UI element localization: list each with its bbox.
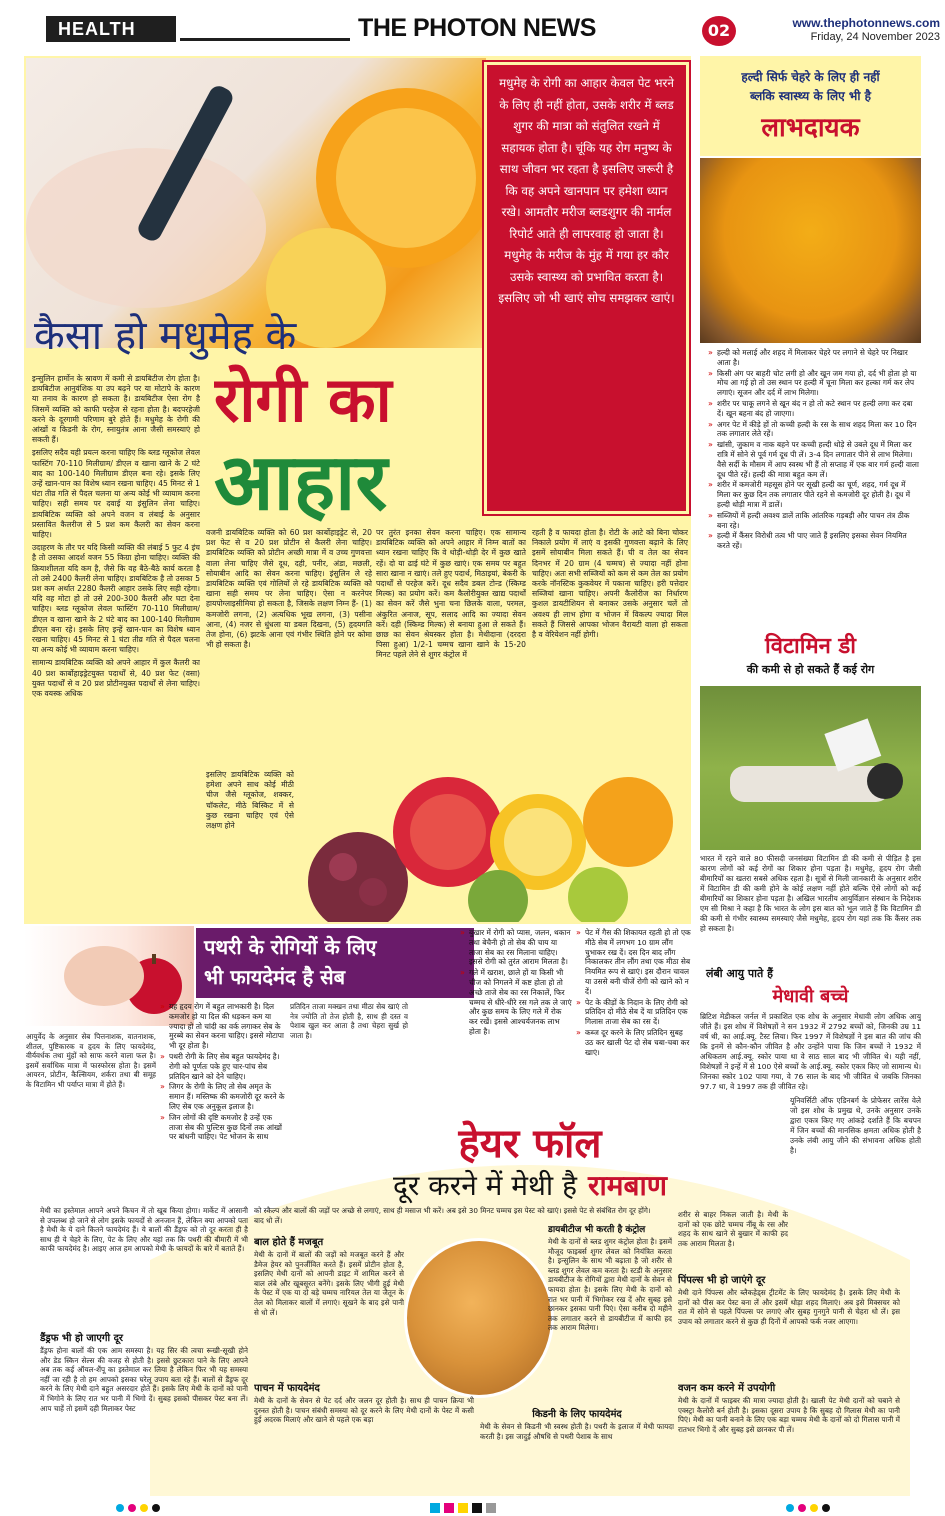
vitamin-d-article	[700, 630, 921, 960]
blood-test-photo	[26, 58, 486, 348]
methi-diabetes-heading: डायबीटीज भी करती है कंट्रोल	[548, 1225, 646, 1235]
methi-kidney	[480, 1406, 674, 1498]
turmeric-tip: » शरीर पर चाकू लगने से खून बंद न हो तो कटे स्थान पर हल्दी लगा कर दबा दें। खून बहना बंद हो जाएगा।	[708, 399, 920, 419]
apple-title-box	[196, 928, 474, 998]
vitamin-d-title: विटामिन डी	[765, 634, 856, 659]
turmeric-title-3: लाभदायक	[761, 113, 860, 143]
methi-dandruff	[40, 1330, 248, 1498]
methi-strong	[254, 1234, 404, 1356]
turmeric-tip: » हल्दी में कैंसर विरोधी तत्व भी पाए जाते हैं इसलिए इसका सेवन नियमित करते रहें।	[708, 531, 920, 551]
sunbathing-photo	[700, 686, 921, 850]
diabetes-para-1: इन्सुलिन हार्मोन के स्रावण में कमी से डायबिटीज रोग होता है। डायबिटीज आनुवंशिक या उप बढ़ने पर या मोटापे के कारण या तनाव के कारण हो सकता है। डायबिटीज ऐसा रोग है जिसमें व्यक्ति को काफी परहेज से रहना होता है। बदपरहेजी करने के दूरगामी परिणाम बुरे होते हैं। मधुमेह के रोगी की आंखों व किडनी के रोग, स्नायुतंत्र आना जैसी समस्याएं हो सकती हैं।	[32, 374, 200, 445]
fruit-illustration	[298, 772, 690, 922]
diabetes-headline-line3: आहार	[214, 438, 388, 526]
diabetes-para-3: उदाहरण के तौर पर यदि किसी व्यक्ति की लंबाई 5 फुट 4 इंच है तो उसका आदर्श वजन 55 किग्रा होना चाहिए। व्यक्ति की क्रियाशीलता यदि कम है, जैसे कि वह बैठे-बैठे कार्य करता है तो उसे 2400 कैलरी लेना चाहिए। डायबिटिक है तो उसका 5 प्रश कम अर्थात 2280 कैलरी आहार उसके लिए सही रहेगा। यदि वह मोटा हो तो उसे 200-300 कैलरी और घटा देना चाहिए। ब्लड ग्लूकोज लेवल फास्टिंग 70-110 मिलीग्राम/ डीएल व खाना खाने के 2 घंटे बाद का 100-140 मिलीग्राम डीएल बना रहे। इसके लिए इन्हें खान-पान का विशेष ध्यान रखना चाहिए। 45 मिनट से 1 घंटा तीव्र गति से पैदल चलना या अन्य कोई भी व्यायाम करना चाहिए।	[32, 543, 200, 655]
registration-marks	[0, 1500, 945, 1516]
turmeric-tip: » खांसी, जुकाम व नाक बहने पर कच्ची हल्दी थोड़े से उबले दूध में मिला कर रात्रि में सोने से पूर्व गर्म दूध पी लें। 3-4 दिन लगातार पीने से लाभ मिलेगा। वैसे सर्दी के मौसम में आप स्वस्थ भी हैं तो सप्ताह में एक बार गर्म हल्दी वाला दूध पीते रहें। हल्दी की मात्रा बहुत कम लें।	[708, 440, 920, 479]
turmeric-tip: » अगर पेट में कीड़े हों तो कच्ची हल्दी के रस के साथ शहद मिला कर 10 दिन तक लगातार लेते रहें।	[708, 420, 920, 440]
dandruff-body: डैंड्रफ होना बालों की एक आम समस्या है। यह सिर की त्वचा रूखी-सूखी होने और डेड स्किन सेल्स की वजह से होती है। इससे छुटकारा पाने के लिए आपने अब तक कई ऑयल-शैंपू का इस्तेमाल कर लिया है लेकिन फिर भी यह समस्या नहीं जा रही है तो हम आपको इसका घरेलू उपाय बता रहे हैं। बालों से डैंड्रफ दूर करने के लिए मेथी दाने बहुत असरदार होते हैं। इसके लिए मेथी के दानों को पानी में भिगोने के लिए रात भर पानी में भिगो दें। सुबह इसको पीसकर पेस्ट बना लें। आप चाहें तो इसमें दही मिलाकर पेस्ट	[40, 1346, 248, 1413]
diabetes-col-1	[32, 374, 200, 922]
turmeric-tip: » किसी अंग पर बाहरी चोट लगी हो और खून जम गया हो, दर्द भी होता हो या मोच आ गई हो तो उस स्थान पर हल्दी में चूना मिला कर हल्का गर्म कर लेप लगाएं। सूजन और दर्द में लाभ मिलेगा।	[708, 369, 920, 398]
longevity-body: ब्रिटिश मेडीकल जर्नल में प्रकाशित एक शोध के अनुसार मेधावी लोग अधिक आयु जीते हैं। इस शोध में विशेषज्ञों ने सन 1932 में 2792 बच्चों को, जिनकी उम्र 11 वर्ष थी, का आई.क्यू. टैस्ट लिया। फिर 1997 में विशेषज्ञों ने इस बात की जांच की कि इनमें से कौन-कौन जीवित है और उन्होंने पाया कि जिन बच्चों ने 1932 में अधिकतम आई.क्यू. स्कोर पाया था वे साठ साल बाद भी जीवित थे। यही नहीं, विशेषज्ञों ने इन्हें में से 100 ऐसे बच्चों के आई.क्यू. स्कोर एकत्र किए जो सामान्य थे। जिनका स्कोर 102 पाया गया, वे 76 साल के बाद भी जीवित थे जबकि जिनका 97.7 था, वे 1997 तक ही जीवित रहे।	[700, 1012, 921, 1091]
diabetes-para-8: रहती है व फायदा होता है। रोटी के आटे को बिना चोकर निकाले प्रयोग में लाएं व इसकी गुणवत्ता बढ़ाने के लिए इसमें सोयाबीन मिला सकते हैं। घी व तेल का सेवन दिनभर में 20 ग्राम (4 चम्मच) से ज्यादा नहीं होना चाहिए। अतः सभी सब्जियों को कम से कम तेल का प्रयोग करके नॉनस्टिक कुकवेयर में पकाना चाहिए। हरी पत्तेदार सब्जियां खाना चाहिए। अपनी कैलोरीज का निर्धारण कुशल डायटीशियन से बनाकर उसके अनुसार चलें तो अवश्य ही लाभ होगा व भोजन में विकल्प ज्यादा मिल सकते हैं जिससे आपका भोजन वैरायटी वाला हो सकता है व वेरियेशन नहीं होगी।	[532, 528, 688, 640]
page-number-text: 02	[707, 21, 731, 40]
kidney-body: मेथी के सेवन से किडनी भी स्वस्थ होती है। पथरी के इलाज में मेथी फायदा करती है। इस जादुई औषधि से पथरी पेशाब के साथ	[480, 1422, 674, 1441]
hairfall-title-2: दूर करने में मेथी है	[393, 1169, 577, 1202]
turmeric-tips	[708, 348, 920, 624]
methi-pimple	[678, 1272, 900, 1376]
methi-top-right: चम्मच इस पेस्ट को खाएं। इससे पेट से संबंधित रोग दूर होंगे।	[496, 1206, 651, 1215]
turmeric-tip: » हल्दी को मलाई और शहद में मिलाकर चेहरे पर लगाने से चेहरे पर निखार आता है।	[708, 348, 920, 368]
header-bar	[0, 0, 945, 48]
diabetes-para-7: पर तुरंत इनका सेवन करना चाहिए। एक सामान्य डायबिटिक व्यक्ति को अपने आहार में निम्न बातों का ध्यान रखना चाहिए कि वे थोड़ी-थोड़ी देर में कुछ खाते रहें। दो या ढाई घंटे में कुछ खाएं। एक समय पर बहुत सारा खाना न खाएं। तले हुए पदार्थ, मिठाइयां, बेकरी के पदार्थों से परहेज करें। दूध सदैव डबल टोन्ड (स्किम्ड मिल्क) का प्रयोग करें। कम कैलोरीयुक्त खाद्य पदार्थों का सेवन करें जैसे भुना चना छिलके वाला, परमल, अंकुरित अनाज, सूप, सलाद आदि का ज्यादा सेवन करें। दही (स्किम्ड मिल्क) से बनाया हुआ ले सकते हैं। छाछ का सेवन श्रेयस्कर होता है। मेथीदाना (दरदरा पिसा हुआ) 1/2-1 चम्मच खाना खाने के 15-20 मिनट पहले लेने से शुगर कंट्रोल में	[376, 528, 526, 660]
diabetes-col-2b	[206, 770, 294, 922]
strong-hair-body: मेथी के दानों में बालों की जड़ों को मजबूत करने हैं और डैमेज हेयर को पुनर्जीवित करते हैं। इसमें प्रोटीन होता है, इसलिए मेथी दानों को आपनी डाइट में शामिल करने से बाल लंबे और खूबसूरत बनेंगे। इसके लिए भीगी हुई मेथी के पेस्ट में एक या दो बड़े चम्मच नारियल तेल या जैतून के तेल को मिलाकर बालों में लगाएं। सूखने के बाद इसे पानी से धो लें।	[254, 1250, 404, 1317]
turmeric-tip: » सब्जियों में हल्दी अवश्य डालें ताकि आंतरिक गड़बड़ी और पाचन तंत्र ठीक बना रहे।	[708, 511, 920, 531]
weight-heading: वजन कम करने में उपयोगी	[678, 1383, 776, 1394]
apple-point: » पेट के कीड़ों के निदान के लिए रोगी को प्रतिदिन दो मीठे सेब दें या प्रतिदिन एक गिलास ताजा सेब का रस दें।	[576, 998, 692, 1027]
fruit-bowl-photo	[298, 772, 690, 922]
methi-seeds-photo	[404, 1238, 554, 1398]
diabetes-para-5: वजनी डायबिटिक व्यक्ति को 60 प्रश कार्बोहाइड्रेट से, 20 प्रश फेट से व 20 प्रश प्रोटीन से कैलरी लेना चाहिए। डायबिटिक व्यक्ति को प्रोटीन अच्छी मात्रा में व उच्च गुणवत्ता वाला लेना चाहिए जैसे दूध, दही, पनीर, अंडा, मछली, सोयाबीन आदि का सेवन करना चाहिए। इंसुलिन ले रहे डायबिटिक व्यक्ति एवं गोलियों ले रहे डायबिटिक व्यक्ति को खाना सही समय पर लेना चाहिए। ऐसा न करनेपर हायपोग्लाइसीमिया हो सकता है, जिसके लक्षण निम्न हैं- (1) कमजोरी लगना, (2) अत्यधिक भूख लगना, (3) पसीना आना, (4) नजर से धुंधला या डबल दिखना, (5) हृदयगति तेज होना, (6) झटके आना एवं गंभीर स्थिति होने पर कोमा भी हो सकता है।	[206, 528, 372, 650]
diabetes-headline-line2: रोगी का	[214, 363, 392, 436]
apple-point: » बुखार में रोगी को प्यास, जलन, थकान तथा बेचैनी हो तो सेब की चाय या ताजा सेब का रस मिलाना चाहिए। इससे रोगी को तुरंत आराम मिलता है।	[460, 928, 572, 967]
apple-mid-text: प्रतिदिन ताजा मक्खन तथा मीठा सेब खाएं तो नेत्र ज्योति तो तेज होती है, साथ ही दस्त व पेशाब खुल कर आता है तथा चेहरा सुर्ख हो जाता है।	[290, 1002, 408, 1040]
diabetes-callout-box	[484, 62, 689, 514]
paper-name: THE PHOTON NEWS	[358, 14, 596, 42]
methi-digest	[254, 1380, 474, 1500]
longevity-body-2: यूनिवर्सिटी ऑफ एडिनबर्ग के प्रोफेसर लारेंस वेले जो इस शोध के प्रमुख थे, उनके अनुसार उनके द्वारा एकत्र किए गए आंकड़े दर्शाते हैं कि बचपन में जिन बच्चों की मानसिक क्षमता अधिक होती है उनके लंबी आयु जीने की संभावना अधिक होती है।	[790, 1096, 921, 1155]
methi-weight	[678, 1380, 900, 1498]
apple-title-1: पथरी के रोगियों के लिए	[204, 935, 377, 959]
reader-illustration	[700, 686, 921, 850]
digestion-heading: पाचन में फायदेमंद	[254, 1383, 320, 1394]
apple-point: » पेट में गैस की शिकायत रहती हो तो एक मीठे सेब में लगभग 10 ग्राम लौंग चुभाकर रख दें। दस दिन बाद लौंग निकालकर तीन लौंग तथा एक मीठा सेब नियमित रूप से खाएं। इस दौरान चावल या उससे बनी चीजें रोगी को खाने को न दें।	[576, 928, 692, 997]
page-number	[702, 16, 736, 46]
pimple-body: मेथी दाने पिंपल्स और ब्लैकहेड्स ट्रीटमेंट के लिए फायदेमंद है। इसके लिए मेथी के दानों को पीस कर पेस्ट बना लें और इसमें थोड़ा शहद मिलाएं। अब इसे मिक्सचर को रात में सोने से पहले पिंपल्स पर लगाएं और सुबह गुनगुने पानी से चेहरा धो लें। इस उपाय को लगातार करने से कुछ ही दिनों में आपको फर्क नजर आएगा।	[678, 1288, 900, 1326]
apple-point: » पथरी रोगी के लिए सेब बहुत फायदेमंद है। रोगी को पूर्णतः पके हुए चार-पांच सेब प्रतिदिन खाने को देने चाहिए।	[160, 1052, 286, 1081]
methi-diabetes	[548, 1222, 672, 1402]
apple-point: » कब्ज दूर करने के लिए प्रतिदिन सुबह उठ कर खाली पेट दो सेब चबा-चबा कर खाएं।	[576, 1028, 692, 1057]
diabetes-callout-text: मधुमेह के रोगी का आहार केवल पेट भरने के लिए ही नहीं होता, उसके शरीर में ब्लड शुगर की मात्रा को संतुलित रखने में सहायक होता है। चूंकि यह रोग मनुष्य के साथ जीवन भर रहता है इसलिए जरूरी है कि वह अपने खानपान पर हमेशा ध्यान रखे। आमतौर मरीज ब्लडशुगर की नार्मल रिपोर्ट आते ही लापरवाह हो जाता है। मधुमेह के मरीज के मुंह में गया हर कौर उसके स्वास्थ्य को प्रभावित करता है। इसलिए जो भी खाएं सोच समझकर खाएं।	[498, 76, 675, 305]
glucose-pen-illustration	[26, 58, 486, 348]
turmeric-title-2: ब्लकि स्वास्थ्य के लिए भी है	[750, 89, 871, 103]
apple-intro: आयुर्वेद के अनुसार सेब पित्तनाशक, वातनाशक, शीतल, पुष्टिकारक व हृदय के लिए फायदेमंद, वीर्यवर्धक तथा मुंहों को साफ करने वाला फल है। इसमें सर्वाधिक मात्रा में फास्फोरस होता है। इसमें आयरन, प्रोटीन, कैल्सियम, शर्करा तथा बी समूह के विटामिन भी पर्याप्त मात्रा में होते हैं।	[26, 1032, 156, 1089]
turmeric-tip: » शरीर में कमजोरी महसूस होने पर सूखी हल्दी का चूर्ण, शहद, गर्म दूध में मिला कर कुछ दिन तक लगातार पीते रहने से कमजोरी दूर होती है। दूध में हल्दी थोड़ी मात्रा में डालें।	[708, 480, 920, 509]
website-link[interactable]: www.thephotonnews.com	[792, 16, 940, 30]
diabetes-article	[24, 56, 691, 924]
diabetes-para-4: सामान्य डायबिटिक व्यक्ति को अपने आहार में कुल कैलरी का 40 प्रश कार्बोहाइड्रेटयुक्त पदार्थों से, 40 प्रश फेट (वसा) युक्त पदार्थों से व 20 प्रश प्रोटीनयुक्त पदार्थों से लेना चाहिए। एक वयस्क अधिक	[32, 658, 200, 699]
methi-diabetes-body: मेथी के दानों से ब्लड शुगर कंट्रोल होता है। इसमें मौजूद फाइबर्स शुगर लेवल को नियंत्रित करता है। इन्सुलिन के साथ भी बढ़ाता है जो शरीर से ब्लड शुगर लेवल कम करता है। स्टडी के अनुसार डायबीटीज के रोगियों द्वारा मेथी दानों के सेवन से फायदा होता है। इसके लिए मेथी के दानों को रात भर पानी में भिगोकर रख दें और सुबह इसे छानकर इसका पानी पिएं। ऐसा करीब दो महीने तक लगातार करने से डायबीटीज में काफी हद तक आराम मिलेगा।	[548, 1237, 672, 1333]
hairfall-title-2-row	[150, 1166, 910, 1210]
pimple-heading: पिंपल्स भी हो जाएंगे दूर	[678, 1275, 766, 1286]
methi-intro: मेथी का इस्तेमाल आपने अपने किचन में तो खूब किया होगा। मार्केट में आसानी से उपलब्ध हो जाने से लोग इसके फायदों से अनजान हैं, लेकिन क्या आपको पता है मेथी के ये दाने कितने फायदेमंद हैं। ये बालों की डैंड्रफ को तो दूर करता ही है साथ ही ये चेहरे के लिए, पेट के लिए और यहां तक कि पथरी की बीमारी में भी काफी फायदेमंद है। आइए आज हम आपको मेथी के फायदों के बारे में बताते हैं।	[40, 1206, 248, 1254]
diabetes-para-2: इसलिए सदैव यही प्रयत्न करना चाहिए कि ब्लड ग्लूकोज लेवल फास्टिंग 70-110 मिलीग्राम/ डीएल व खाना खाने के 2 घंटे बाद का 100-140 मिलीग्राम डीएल बना रहे। इसके लिए उन्हें खान-पान का विशेष ध्यान रखना चाहिए। 45 मिनट से 1 घंटा तीव्र गति से पैदल चलना या अन्य कोई भी व्यायाम करना चाहिए। सही समय पर दवाई या इंसुलिन लेना चाहिए। डायबिटिक व्यक्ति को अपने वजन व लंबाई के अनुसार प्रस्तावित कैलरीज से 5 प्रश कम कैलरी का सेवन करना चाहिए।	[32, 448, 200, 540]
dandruff-heading: डैंड्रफ भी हो जाएगी दूर	[40, 1333, 124, 1344]
diabetes-col-3	[376, 528, 526, 768]
vitamin-d-body: भारत में रहने वाले 80 फीसदी जनसंख्या विटामिन डी की कमी से पीड़ित है इस कारण लोगों को कई रोगों का शिकार होना पड़ता है। मधुमेह, हृदय रोग जैसी बीमारियों का खतरा सबसे अधिक रहता है। सूत्रों से मिली जानकारी के अनुसार शरीर में विटामिन डी की कमी होने के कोई लक्षण नहीं होते बल्कि ऐसे लोगों को कई बीमारियों का शिकार होना पड़ता है। अखिल भारतीय आयुर्विज्ञान संस्थान के निदेशक एम सी मिश्रा ने कहा है कि भारत के लोग इस बात को भूल जाते हैं कि विटामिन डी की कमी से गंभीर स्वास्थ्य समस्याएं जैसे मधुमेह, हृदय रोग यहां तक कि कैंसर तक हो सकता है।	[700, 854, 921, 933]
section-rule	[180, 38, 350, 41]
section-tag	[46, 16, 176, 42]
apple-point: » जिन लोगों की दृष्टि कमजोर है उन्हें एक ताजा सेब की पुल्टिस कुछ दिनों तक आंखों पर बांधनी चाहिए। पेट भोजन के साथ	[160, 1113, 286, 1142]
apple-point: » जिगर के रोगी के लिए तो सेब अमृत के समान हैं। मस्तिष्क की कमजोरी दूर करने के लिए सेब एक अनुकूल इलाज है।	[160, 1082, 286, 1111]
issue-date: Friday, 24 November 2023	[810, 31, 940, 43]
kidney-heading: किडनी के लिए फायदेमंद	[532, 1409, 622, 1420]
methi-far-col: शरीर से बाहर निकल जाती है। मेथी के दानों को एक छोटे चम्मच नींबू के रस और शहद के साथ खाने से बुखार में काफी हद तक आराम मिलता है।	[678, 1210, 788, 1248]
methi-top-mid: को स्कैल्प और बालों की जड़ों पर अच्छे से लगाएं, साथ ही मसाज भी करें। अब इसे 30 मिनट बाद धो लें।	[254, 1206, 494, 1225]
strong-hair-heading: बाल होते हैं मजबूत	[254, 1237, 324, 1248]
vitamin-d-subtitle: की कमी से हो सकते हैं कई रोग	[746, 663, 875, 676]
hairfall-title-1: हेयर फॉल	[458, 1121, 602, 1166]
turmeric-article	[700, 56, 921, 626]
turmeric-title-1: हल्दी सिर्फ चेहरे के लिए ही नहीं	[741, 70, 880, 84]
hairfall-title-3: रामबाण	[588, 1169, 667, 1202]
longevity-kicker: लंबी आयु पाते हैं	[706, 967, 773, 980]
apple-point: » यह हृदय रोग में बहुत लाभकारी है। दिल कमजोर हो या दिल की धड़कन कम या ज्यादा हो तो चांदी का वर्क लगाकर सेब के मुरब्बे का सेवन करना चाहिए। इससे मोटापा भी दूर होता है।	[160, 1002, 286, 1051]
weight-body: मेथी के दानों में फाइबर की मात्रा ज्यादा होती है। खाली पेट मेथी दानों को चबाने से एक्स्ट्रा कैलोरी बर्न होती है। इसका दूसरा उपाय है कि सुबह दो गिलास मेथी का पानी पिएं। मेथी का पानी बनाने के लिए एक बड़ा चम्मच मेथी के दानों को दो गिलास पानी में रातभर भिगो दें और सुबह इसे छानकर पी लें।	[678, 1396, 900, 1434]
apple-point: » गले में खराश, छाले हों या किसी भी चीज को निगलने में कष्ट होता हो तो अच्छे ताजे सेब का रस निकालें, फिर चम्मच से धीरे-धीरे रस गले तक ले जाएं और कुछ समय के लिए गले में रोक कर रखें। इससे आश्चर्यजनक लाभ होता है।	[460, 968, 572, 1037]
diabetes-col-2	[206, 528, 372, 768]
print-color-bar	[0, 1500, 945, 1516]
apple-title-2: भी फायदेमंद है सेब	[204, 965, 346, 989]
longevity-title: मेधावी बच्चे	[772, 986, 849, 1007]
diabetes-col-4	[532, 528, 688, 768]
digestion-body: मेथी के दानों के सेवन से पेट दर्द और जलन दूर होती है। साथ ही पाचन क्रिया भी दुरुस्त होती है। पाचन संबंधी समस्या को दूर करने के लिए मेथी दानों के पेस्ट में कसी हुई अदरक मिलाएं और खाने से पहले एक बड़ा	[254, 1396, 474, 1425]
turmeric-photo	[700, 158, 921, 343]
diabetes-para-6: इसलिए डायबिटिक व्यक्ति को हमेशा अपने साथ कोई मीठी चीज जैसे ग्लूकोज, शक्कर, चॉकलेट, मीठे बिस्किट में से कुछ रखना चाहिए एवं ऐसे लक्षण होने	[206, 770, 294, 831]
section-label: HEALTH	[58, 19, 136, 39]
diabetes-headline-line1: कैसा हो मधुमेह के	[34, 313, 297, 359]
turmeric-header	[700, 56, 921, 156]
